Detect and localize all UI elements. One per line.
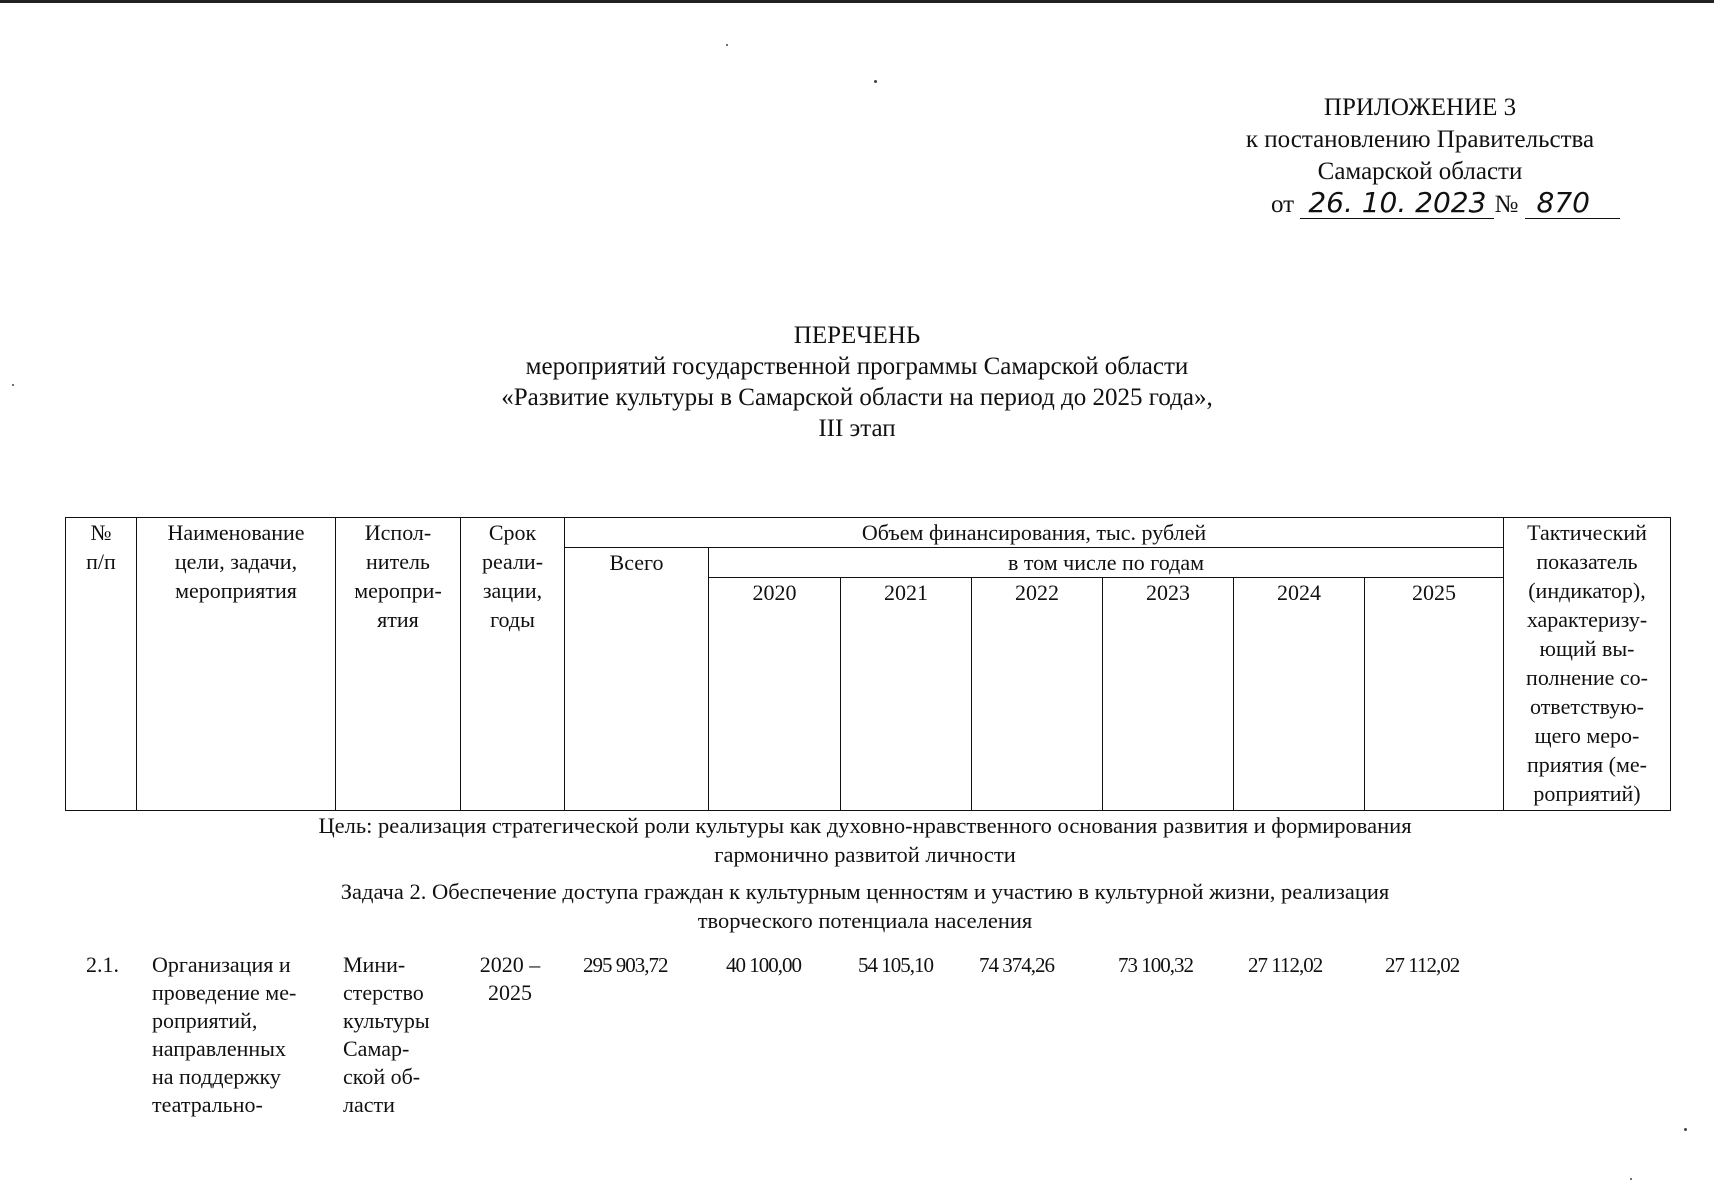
row-2021: 54 105,10 [858,953,933,977]
number-sign: № [1494,191,1519,218]
task-text [65,877,1665,935]
document-title [0,320,1714,444]
header-indicator-line: ответствую- [1529,694,1644,719]
header-total: Всего [565,548,709,811]
header-indicator-line: Тактический [1527,520,1647,545]
header-name-line: цели, задачи, [174,549,298,574]
header-executor-line: Испол- [364,520,432,545]
header-indicator-line: приятия (ме- [1526,752,1647,777]
header-name-line: Наименование [167,520,305,545]
header-year-2025: 2025 [1365,578,1504,811]
scan-speck [874,80,877,83]
row-total: 295 903,72 [583,953,668,977]
row-name-line: Организация и [152,952,291,977]
header-year-2022: 2022 [972,578,1103,811]
title-line-1: ПЕРЕЧЕНЬ [793,322,921,349]
row-executor-line: культуры [343,1008,430,1033]
measures-table-header [65,517,1671,811]
row-executor-line: Мини- [343,952,406,977]
header-num-line: п/п [86,549,116,574]
goal-line: гармонично развитой личности [714,842,1016,867]
scan-speck [12,384,14,386]
header-executor-line: меропри- [354,578,442,603]
scan-speck [1630,1178,1632,1180]
header-year-2021: 2021 [841,578,972,811]
row-name-line: роприятий, [152,1008,258,1033]
row-executor-line: стерство [343,980,424,1005]
header-indicator-line: роприятий) [1533,781,1641,806]
row-2024: 27 112,02 [1248,953,1323,977]
handwritten-number: 870 [1525,188,1620,219]
header-indicator-line: щего меро- [1534,723,1640,748]
row-2025: 27 112,02 [1385,953,1460,977]
row-2020: 40 100,00 [726,953,801,977]
handwritten-date: 26. 10. 2023 [1300,188,1494,219]
row-2022: 74 374,26 [979,953,1054,977]
row-name-line: театрально- [152,1092,263,1117]
title-line-2: мероприятий государственной программы Самарской области [525,353,1189,380]
header-name-line: мероприятия [175,578,297,603]
header-funding: Объем финансирования, тыс. рублей [565,518,1504,548]
top-border [0,0,1714,3]
row-name-line: на поддержку [152,1064,281,1089]
header-num [66,518,137,811]
header-indicator-line: характеризу- [1526,607,1648,632]
header-indicator-line: ющий вы- [1539,636,1635,661]
header-by-years: в том числе по годам [709,548,1504,578]
title-line-4: III этап [818,415,896,442]
title-line-3: «Развитие культуры в Самарской области на период до 2025 года», [501,384,1213,411]
header-indicator-line: показатель [1536,549,1638,574]
header-term-line: зации, [482,578,543,603]
row-num: 2.1. [86,952,119,977]
row-executor [343,951,453,1119]
row-executor-line: Самар- [343,1036,410,1061]
task-line: творческого потенциала населения [697,908,1033,933]
goal-line: Цель: реализация стратегической роли культуры как духовно-нравственного основания развития и формирования [318,813,1412,838]
row-name-line: проведение ме- [152,980,297,1005]
row-name [152,951,322,1119]
header-year-2023: 2023 [1103,578,1234,811]
row-executor-line: ской об- [343,1064,421,1089]
task-line: Задача 2. Обеспечение доступа граждан к культурным ценностям и участию в культурной жизни, реализация [340,879,1390,904]
row-executor-line: ласти [343,1092,395,1117]
row-term-line: 2020 – [479,952,541,977]
date-prefix: от [1270,191,1295,218]
header-year-2024: 2024 [1234,578,1365,811]
header-term-line: реали- [481,549,544,574]
row-2023: 73 100,32 [1118,953,1193,977]
row-name-line: направленных [152,1036,286,1061]
goal-text [65,811,1665,869]
header-term-line: годы [490,607,535,632]
header-executor-line: ятия [377,607,419,632]
header-executor [336,518,461,811]
header-indicator-line: (индикатор), [1528,578,1646,603]
scan-speck [1684,1128,1687,1131]
appendix-line-1: к постановлению Правительства [1245,126,1595,153]
appendix-title: ПРИЛОЖЕНИЕ 3 [1323,94,1517,121]
appendix-line-2: Самарской области [1317,158,1523,185]
header-indicator [1504,518,1671,811]
header-name [137,518,336,811]
appendix-block [1180,92,1660,221]
header-year-2020: 2020 [709,578,841,811]
header-executor-line: нитель [366,549,430,574]
header-term [461,518,565,811]
row-term [470,951,550,1007]
header-indicator-line: полнение со- [1526,665,1648,690]
header-num-line: № [90,520,112,545]
header-term-line: Срок [488,520,537,545]
row-term-line: 2025 [488,980,532,1005]
appendix-date-line [1180,188,1660,221]
scan-speck [726,44,728,46]
